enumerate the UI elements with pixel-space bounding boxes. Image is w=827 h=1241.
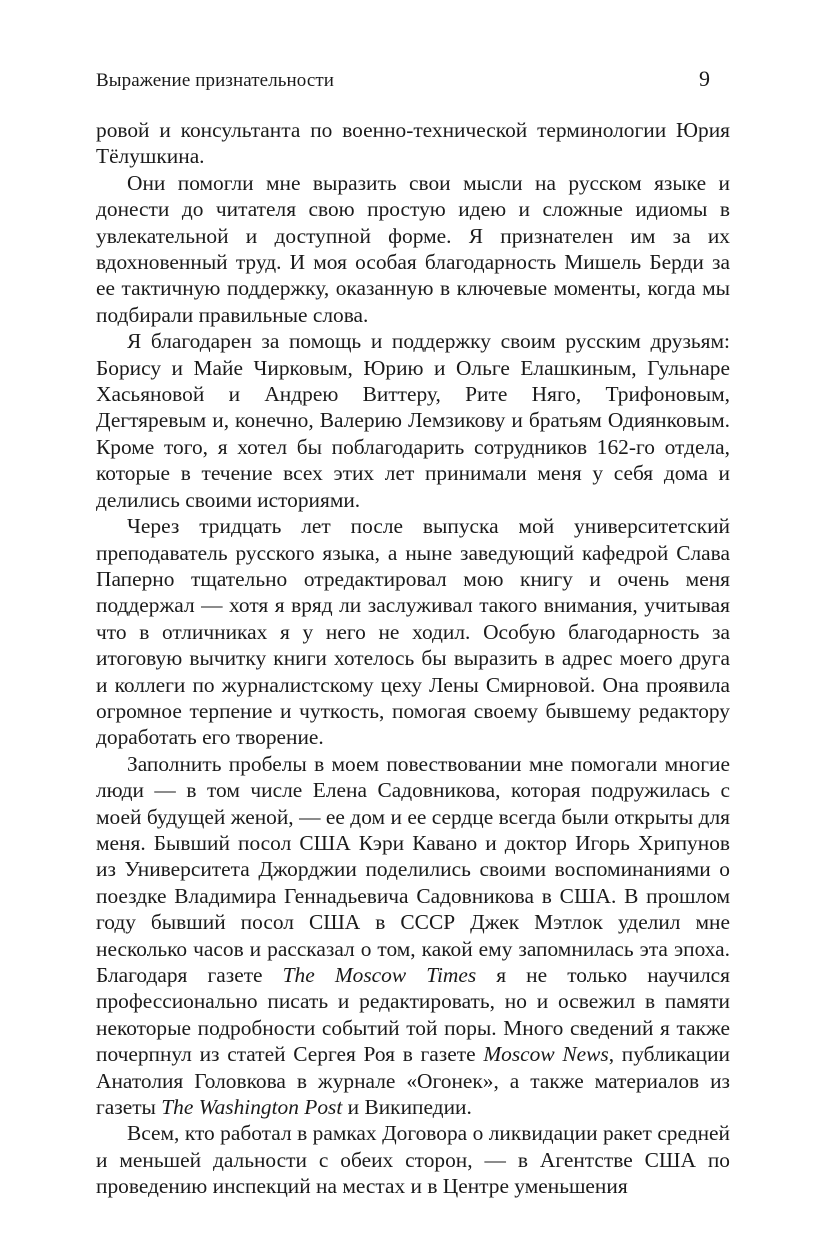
paragraph <box>96 170 730 328</box>
text-run: ровой и консультанта по военно-технической терминологии Юрия Тёлушкина. <box>96 118 730 169</box>
paragraph <box>96 1120 730 1199</box>
text-run: , публикации Анатолия Головкова в журнале «Огонек», а также материалов из газеты <box>96 1042 730 1120</box>
text-run: Они помогли мне выразить свои мысли на русском языке и донести до читателя свою простую идею и сложные идиомы в увлекательной и доступной форме. Я признателен им за их вдохновенный труд. И моя особая благодарность Мишель Берди за ее тактичную поддержку, оказанную в ключевые моменты, когда мы подбирали правильные слова. <box>96 170 730 327</box>
newspaper-title: The Washington Post <box>161 1095 343 1120</box>
book-page <box>96 0 730 1241</box>
running-head <box>96 68 730 96</box>
text-run: и Википедии. <box>342 1095 472 1120</box>
paragraph <box>96 117 730 170</box>
paragraph <box>96 328 730 513</box>
newspaper-title: The Moscow Times <box>282 963 477 987</box>
page-number: 9 <box>699 66 710 91</box>
text-run: Через тридцать лет после выпуска мой университетский преподаватель русского языка, а ныне заведующий кафедрой Слава Паперно тщательно отредактировал мою книгу и очень меня поддержал — хотя я вряд ли заслуживал такого внимания, учитывая что в отличниках я у него не ходил. Особую благодарность за итоговую вычитку книги хотелось бы выразить в адрес моего друга и коллеги по журналистскому цеху Лены Смирновой. Она проявила огромное терпение и чуткость, помогая своему бывшему редактору доработать его творение. <box>96 514 730 750</box>
text-run: я не только научился профессионально писать и редактировать, но и освежил в памяти некоторые подробности событий той поры. Много сведений я также почерпнул из статей Сергея Роя в газете <box>96 963 730 1067</box>
running-title: Выражение признательности <box>96 70 335 91</box>
text-run: Заполнить пробелы в моем повествовании мне помогали многие люди — в том числе Елена Садовникова, которая подружилась с моей будущей женой, — ее дом и ее сердце всегда были открыты для меня. Бывший посол США Кэри Кавано и доктор Игорь Хрипунов из Университета Джорджии поделились своими воспоминаниями о поездке Владимира Геннадьевича Садовникова в США. В прошлом году бывший посол США в СССР Джек Мэтлок уделил мне несколько часов и рассказал о том, какой ему запомнилась эта эпоха. Благодаря газете <box>96 751 730 987</box>
paragraph <box>96 751 730 1121</box>
text-run: Всем, кто работал в рамках Договора о ликвидации ракет средней и меньшей дальности с обеих сторон, — в Агентстве США по проведению инспекций на местах и в Центре уменьшения <box>96 1121 730 1199</box>
paragraph <box>96 513 730 751</box>
body-text <box>96 117 730 1200</box>
text-run: Я благодарен за помощь и поддержку своим русским друзьям: Борису и Майе Чирковым, Юрию и Ольге Елашкиным, Гульнаре Хасьяновой и Андрею Виттеру, Рите Няго, Трифоновым, Дегтяревым и, конечно, Валерию Лемзикову и братьям Одиянковым. Кроме того, я хотел бы поблагодарить сотрудников 162-го отдела, которые в течение всех этих лет принимали меня у себя дома и делились своими историями. <box>96 329 730 512</box>
newspaper-title: Moscow News <box>483 1042 609 1067</box>
